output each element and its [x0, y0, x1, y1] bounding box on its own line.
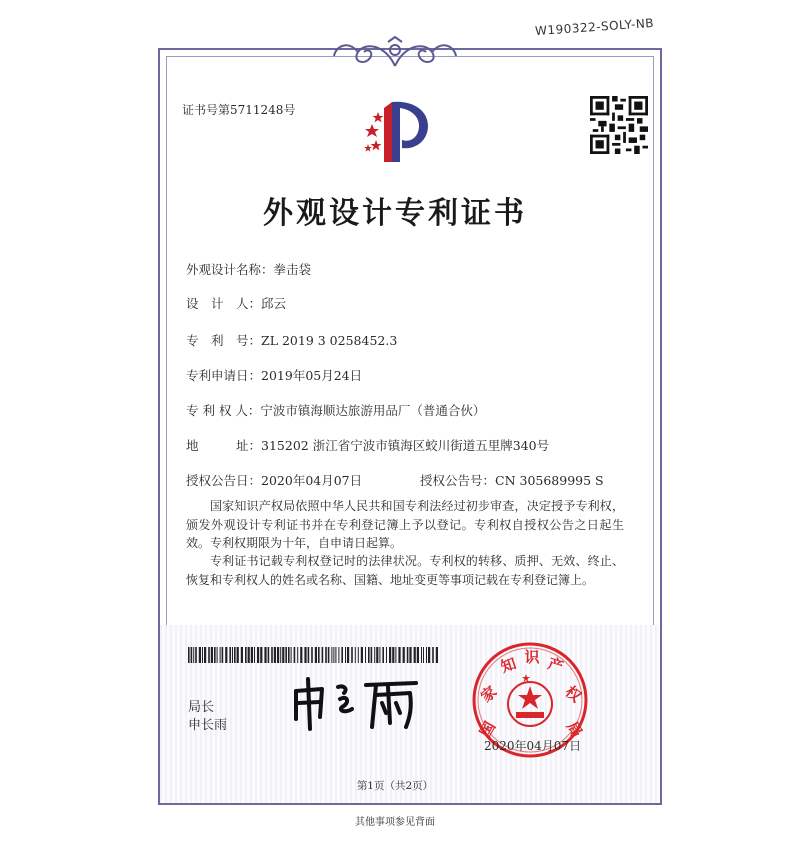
- signatory-title: 局长: [188, 700, 215, 715]
- field-label: 设 计 人：: [186, 296, 262, 311]
- svg-text:国: 国: [476, 718, 500, 741]
- field-value: 邱云: [261, 296, 287, 311]
- signatory-name: 申长雨: [188, 718, 228, 733]
- top-ornament-icon: [330, 36, 460, 70]
- svg-text:产: 产: [545, 654, 566, 677]
- svg-text:家: 家: [477, 682, 501, 706]
- svg-text:知: 知: [498, 654, 519, 677]
- field-grant-number: [420, 471, 604, 489]
- field-patentee: [186, 401, 485, 419]
- svg-text:识: 识: [524, 648, 540, 666]
- field-value: 拳击袋: [273, 262, 312, 277]
- field-designer: [186, 294, 286, 312]
- page-number: 第1页（共2页）: [356, 780, 434, 792]
- field-label: 授权公告日：: [186, 473, 262, 488]
- field-label: 授权公告号：: [420, 473, 496, 488]
- page-title: 外观设计专利证书: [263, 196, 527, 231]
- field-label: 专 利 号：: [186, 333, 262, 348]
- field-application-date: [186, 366, 362, 384]
- field-label: 外观设计名称：: [186, 262, 274, 277]
- field-label: 专利申请日：: [186, 368, 262, 383]
- legal-status-note: 专利证书记载专利权登记时的法律状况。专利权的转移、质押、无效、终止、恢复和专利权人的姓名或名称、国籍、地址变更等事项记载在专利登记簿上。: [186, 554, 624, 587]
- barcode-icon: [188, 647, 438, 663]
- field-label: 地 址：: [186, 438, 262, 453]
- field-value: 2019年05月24日: [261, 368, 363, 383]
- svg-text:权: 权: [561, 682, 585, 706]
- field-grant-date: [186, 471, 362, 489]
- field-value: 315202 浙江省宁波市镇海区蛟川街道五里牌340号: [261, 438, 550, 453]
- cnipa-logo-icon: [362, 96, 432, 168]
- seal-date: 2020年04月07日: [484, 739, 582, 753]
- footer-note: 其他事项参见背面: [355, 817, 435, 828]
- field-patent-number: [186, 331, 397, 349]
- field-value: 宁波市镇海顺达旅游用品厂（普通合伙）: [260, 403, 486, 418]
- field-design-name: [186, 260, 311, 278]
- qr-code-icon: [590, 96, 648, 154]
- field-value: ZL 2019 3 0258452.3: [261, 333, 398, 348]
- field-label: 专 利 权 人：: [186, 403, 261, 418]
- handwritten-note: W190322-SOLY-NB: [534, 15, 655, 39]
- svg-text:局: 局: [562, 718, 586, 741]
- certificate-number: 证书号第5711248号: [182, 103, 296, 117]
- grant-statement: 国家知识产权局依照中华人民共和国专利法经过初步审查，决定授予专利权，颁发外观设计专利证书并在专利登记簿上予以登记。专利权自授权公告之日起生效。专利权期限为十年，自申请日起算。: [186, 499, 624, 550]
- field-address: [186, 436, 549, 454]
- handwritten-signature: [288, 673, 428, 733]
- field-value: 2020年04月07日: [261, 473, 363, 488]
- field-value: CN 305689995 S: [495, 473, 604, 488]
